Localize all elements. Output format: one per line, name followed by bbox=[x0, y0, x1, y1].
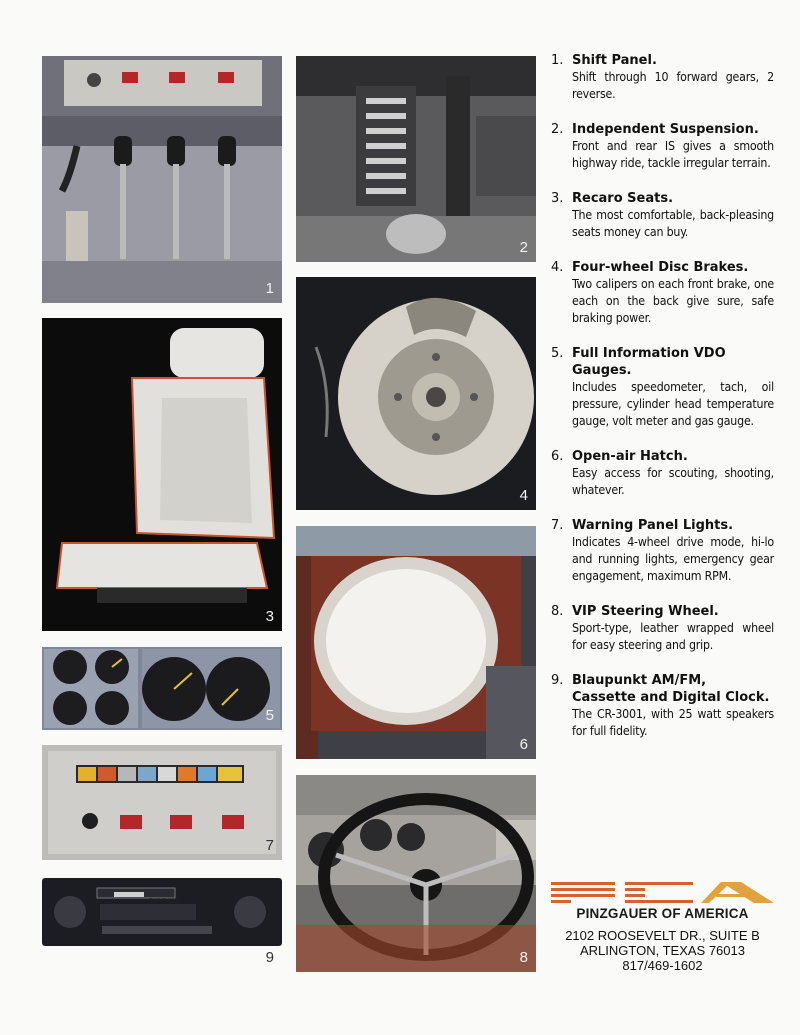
open-air-hatch-image bbox=[296, 526, 536, 759]
feature-number: 3. bbox=[551, 191, 564, 206]
photo-shift-panel bbox=[42, 56, 282, 303]
steering-wheel-image bbox=[296, 775, 536, 972]
feature-number: 7. bbox=[551, 518, 564, 533]
feature-description: Front and rear IS gives a smooth highway ride, tackle irregular terrain. bbox=[572, 139, 774, 170]
feature-description: Two calipers on each front brake, one each on the back give sure, safe braking power. bbox=[572, 277, 774, 325]
blaupunkt-radio-image bbox=[42, 870, 282, 972]
feature-title: Shift Panel. bbox=[572, 53, 657, 68]
photo-number: 7 bbox=[265, 837, 274, 854]
photo-steering-wheel bbox=[296, 775, 536, 972]
photo-number: 4 bbox=[519, 487, 528, 504]
feature-number: 6. bbox=[551, 449, 564, 464]
warning-panel-image bbox=[42, 745, 282, 860]
feature-title: Open-air Hatch. bbox=[572, 449, 688, 464]
feature-number: 5. bbox=[551, 346, 564, 361]
feature-description: Includes speedometer, tach, oil pressure, cylinder head temperature gauge, volt meter and gas gauge. bbox=[572, 380, 774, 428]
radio-brand-label: BLAUPUNKT bbox=[149, 898, 179, 904]
feature-independent-suspension bbox=[551, 121, 774, 172]
photo-disc-brake bbox=[296, 277, 536, 510]
feature-number: 2. bbox=[551, 122, 564, 137]
photo-number: 1 bbox=[265, 280, 274, 297]
feature-title: Recaro Seats. bbox=[572, 191, 674, 206]
feature-disc-brakes bbox=[551, 259, 774, 327]
company-address bbox=[551, 928, 774, 973]
feature-vip-steering-wheel bbox=[551, 603, 774, 654]
feature-open-air-hatch bbox=[551, 448, 774, 499]
vdo-gauges-image bbox=[42, 647, 282, 730]
photo-suspension bbox=[296, 56, 536, 262]
photo-number: 8 bbox=[519, 949, 528, 966]
feature-number: 8. bbox=[551, 604, 564, 619]
feature-title: Four-wheel Disc Brakes. bbox=[572, 260, 749, 275]
recaro-seat-image bbox=[42, 318, 282, 631]
feature-title: Full Information VDO Gauges. bbox=[572, 346, 726, 378]
feature-number: 1. bbox=[551, 53, 564, 68]
feature-title: Warning Panel Lights. bbox=[572, 518, 734, 533]
feature-vdo-gauges bbox=[551, 345, 774, 430]
feature-description: The most comfortable, back-pleasing seats money can buy. bbox=[572, 208, 774, 239]
feature-blaupunkt-radio bbox=[551, 672, 774, 740]
feature-description: Sport-type, leather wrapped wheel for easy steering and grip. bbox=[572, 621, 774, 652]
feature-description: The CR-3001, with 25 watt speakers for full fidelity. bbox=[572, 707, 774, 738]
feature-warning-panel-lights bbox=[551, 517, 774, 585]
photo-number: 6 bbox=[519, 736, 528, 753]
photo-number: 5 bbox=[265, 707, 274, 724]
photo-warning-panel bbox=[42, 745, 282, 860]
address-line-1: 2102 ROOSEVELT DR., SUITE B bbox=[565, 928, 760, 943]
feature-number: 4. bbox=[551, 260, 564, 275]
company-name: PINZGAUER OF AMERICA bbox=[576, 906, 749, 921]
feature-description: Indicates 4-wheel drive mode, hi-lo and running lights, emergency gear engagement, maximum RPM. bbox=[572, 535, 774, 583]
photo-vdo-gauges bbox=[42, 647, 282, 730]
photo-open-air-hatch bbox=[296, 526, 536, 759]
disc-brake-image bbox=[296, 277, 536, 510]
photo-blaupunkt-radio bbox=[42, 870, 282, 972]
feature-title: Independent Suspension. bbox=[572, 122, 759, 137]
feature-number: 9. bbox=[551, 673, 564, 688]
photo-number: 3 bbox=[265, 608, 274, 625]
photo-number: 9 bbox=[265, 949, 274, 966]
address-line-2: ARLINGTON, TEXAS 76013 bbox=[580, 943, 745, 958]
phone-number: 817/469-1602 bbox=[622, 958, 703, 973]
feature-title: Blaupunkt AM/FM, Cassette and Digital Clock. bbox=[572, 673, 770, 705]
photo-recaro-seat bbox=[42, 318, 282, 631]
feature-shift-panel bbox=[551, 52, 774, 103]
shift-panel-image bbox=[42, 56, 282, 303]
feature-description: Shift through 10 forward gears, 2 reverse. bbox=[572, 70, 774, 101]
photo-number: 2 bbox=[519, 239, 528, 256]
feature-description: Easy access for scouting, shooting, whatever. bbox=[572, 466, 774, 497]
features-list bbox=[551, 52, 774, 740]
feature-title: VIP Steering Wheel. bbox=[572, 604, 719, 619]
company-logo bbox=[551, 882, 774, 921]
suspension-image bbox=[296, 56, 536, 262]
pga-logo-mark bbox=[551, 882, 774, 906]
feature-recaro-seats bbox=[551, 190, 774, 241]
